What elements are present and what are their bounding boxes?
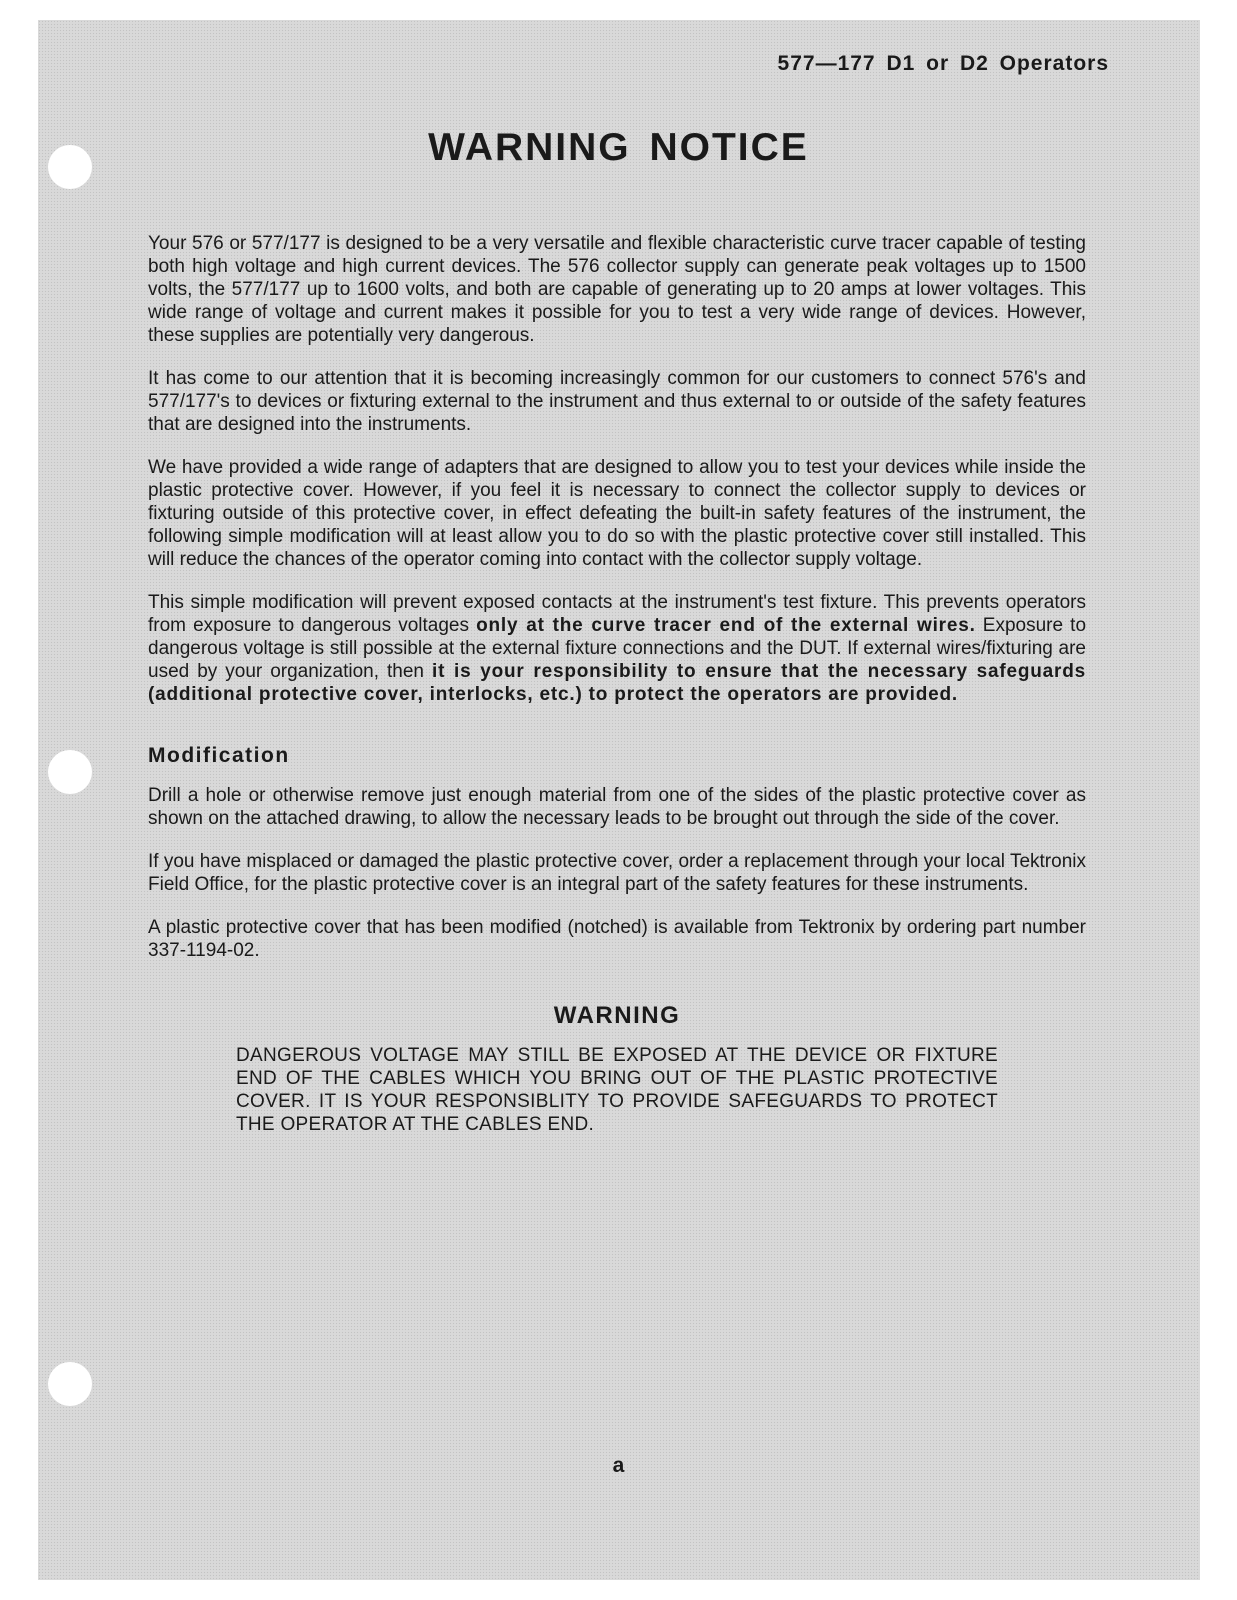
paragraph-text: This simple modification will prevent exposed contacts at the instrument's test fixture. This prevents operators from exposure to dangerous voltages xyxy=(148,592,1086,636)
emphasis-text: only at the curve tracer end of the external wires. xyxy=(476,615,976,636)
punch-hole xyxy=(48,750,92,794)
adapters-paragraph: We have provided a wide range of adapters that are designed to allow you to test your devices while inside the plastic protective cover. However, if you feel it is necessary to connect the collector supply to devices or fixturing outside of this protective cover, in effect defeating the built-in safety features of the instrument, the following simple modification will at least allow you to do so with the plastic protective cover still installed. This will reduce the chances of the operator coming into contact with the collector supply voltage. xyxy=(148,457,1086,570)
attention-paragraph: It has come to our attention that it is becoming increasingly common for our customers to connect 576's and 577/177's to devices or fixturing external to the instrument and thus external to or outside of the safety features that are designed into the instruments. xyxy=(148,368,1086,435)
modification-intro-paragraph xyxy=(148,591,1086,706)
intro-paragraph: Your 576 or 577/177 is designed to be a very versatile and flexible characteristic curve tracer capable of testing both high voltage and high current devices. The 576 collector supply can generate peak voltages up to 1500 volts, the 577/177 up to 1600 volts, and both are capable of generating up to 20 amps at lower voltages. This wide range of voltage and current makes it possible for you to test a very wide range of devices. However, these supplies are potentially very dangerous. xyxy=(148,233,1086,346)
warning-text: DANGEROUS VOLTAGE MAY STILL BE EXPOSED AT THE DEVICE OR FIXTURE END OF THE CABLES WHICH YOU BRING OUT OF THE PLASTIC PROTECTIVE COVER. IT IS YOUR RESPONSIBLITY TO PROVIDE SAFEGUARDS TO PROTECT THE OPERATOR AT THE CABLES END. xyxy=(236,1045,998,1135)
page-number: a xyxy=(612,1454,625,1477)
punch-hole xyxy=(48,1362,92,1406)
warning-heading: WARNING xyxy=(553,1002,681,1029)
paragraph-text: Exposure to dangerous voltage is still possible at the external fixture connections and the DUT. If external wires/fixturing are used by your organization, then xyxy=(148,615,1087,682)
drill-instruction-paragraph: Drill a hole or otherwise remove just enough material from one of the sides of the plastic protective cover as shown on the attached drawing, to allow the necessary leads to be brought out through the side of the cover. xyxy=(148,785,1086,829)
section-heading-modification: Modification xyxy=(148,744,290,767)
replacement-paragraph: If you have misplaced or damaged the plastic protective cover, order a replacement through your local Tektronix Field Office, for the plastic protective cover is an integral part of the safety features for these instruments. xyxy=(148,851,1086,895)
page-title: WARNING NOTICE xyxy=(428,126,809,169)
body-content xyxy=(148,232,1086,1136)
responsibility-emphasis: it is your responsibility to ensure that the necessary safeguards (additional protective cover, interlocks, etc.) to protect the operators are provided. xyxy=(148,661,1086,705)
part-number-paragraph: A plastic protective cover that has been modified (notched) is available from Tektronix by ordering part number 337-1194-02. xyxy=(148,917,1086,961)
header-reference: 577—177 D1 or D2 Operators xyxy=(777,52,1109,75)
